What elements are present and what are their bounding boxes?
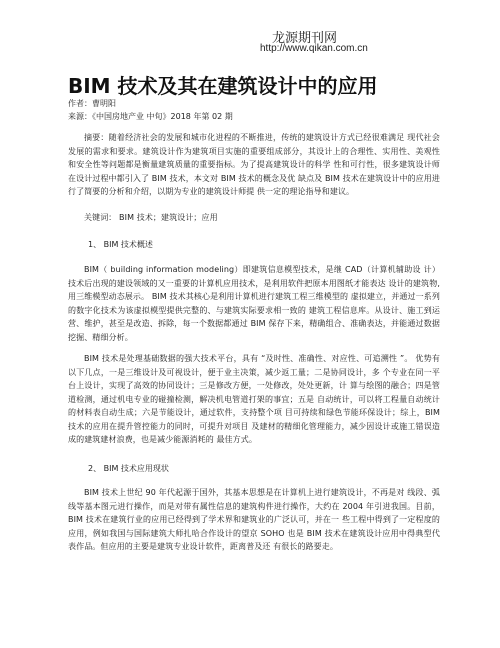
site-name: 龙源期刊网 bbox=[272, 31, 338, 46]
site-url[interactable]: http://www.qikan.com.cn bbox=[260, 43, 368, 54]
section-heading-status: 2、 BIM 技术应用现状 bbox=[88, 464, 169, 473]
section-heading-overview: 1、 BIM 技术概述 bbox=[88, 240, 153, 249]
author-line: 作者：曹明阳 bbox=[68, 99, 116, 108]
body-paragraph: BIM（ building information modeling）即建筑信息模型技术，是继 CAD（计算机辅助设 计）技术后出现的建设领域的又一重要的计算机应用技术，是利用软件把原本用图纸才能表达 设计的建筑物,用三维模型动态展示。 BIM 技术其核心是利用计算机进行建筑工程三维模型的 虚拟建立，并通过一系列的数字化技术为该虚拟模型提供完整的、与建筑实际要求相一致的 建筑工程信息库。从设计、施工到运营、维护，甚至是改造、拆除，每一个数据都通过 BIM 保存下来，精确组合、准确表达，并能通过数据挖掘、精细分析。 bbox=[68, 265, 440, 342]
body-paragraph: BIM 技术上世纪 90 年代起源于国外，其基本思想是在计算机上进行建筑设计，不再是对 线段、弧线等基本图元进行操作，而是对带有属性信息的建筑构件进行操作，大约在 2004 年引进我国。目前， BIM 技术在建筑行业的应用已经得到了学术界和建筑业的广泛认可，并在一 些工程中得到了一定程度的应用，例如我国与国际建筑大师扎哈合作设计的望京 SOHO 也是 BIM 技术在建筑设计应用中得典型代表作品。但应用的主要是建筑专业设计软件，距离普及还 有很长的路要走。 bbox=[68, 488, 440, 551]
article-title: BIM 技术及其在建筑设计中的应用 bbox=[68, 74, 378, 98]
source-line: 来源：《中国房地产业 中旬》2018 年第 02 期 bbox=[68, 112, 233, 121]
keywords-line: 关键词： BIM 技术；建筑设计；应用 bbox=[84, 213, 218, 222]
body-paragraph: BIM 技术是处理基础数据的强大技术平台，具有 “及时性、准确性、对应性、可追溯性 ”。 优势有以下几点，一是三维设计及可视设计，便于业主决策，减少返工量；二是协同设计，多 个专业在同一平台上设计，实现了高效的协同设计；三是修改方便，一处修改，处处更新，计 算与绘图的融合；四是管道检测，通过机电专业的碰撞检测，解决机电管道打架的事宜；五是 自动统计，可以将工程量自动统计的材料表自动生成；六是节能设计，通过软件，支持整个项 目可持续和绿色节能环保设计；综上，BIM 技术的应用在提升管控能力的同时，可提升对项目 及建材的精细化管理能力，减少因设计或施工错误造成的建筑建材浪费，也是减少能源消耗的 最佳方式。 bbox=[68, 354, 440, 444]
abstract-paragraph: 摘要：随着经济社会的发展和城市化进程的不断推进，传统的建筑设计方式已经很难满足 现代社会发展的需求和要求。建筑设计作为建筑项目实施的重要组成部分，其设计上的合理性、实用性、美观性和安全性等问题都是衡量建筑质量的重要指标。为了提高建筑设计的科学 性和可行性，很多建筑设计师在设计过程中都引入了 BIM 技术，本文对 BIM 技术的概念及优 缺点及 BIM 技术在建筑设计中的应用进行了简要的分析和介绍，以期为专业的建筑设计师提 供一定的理论指导和建议。 bbox=[68, 133, 440, 196]
